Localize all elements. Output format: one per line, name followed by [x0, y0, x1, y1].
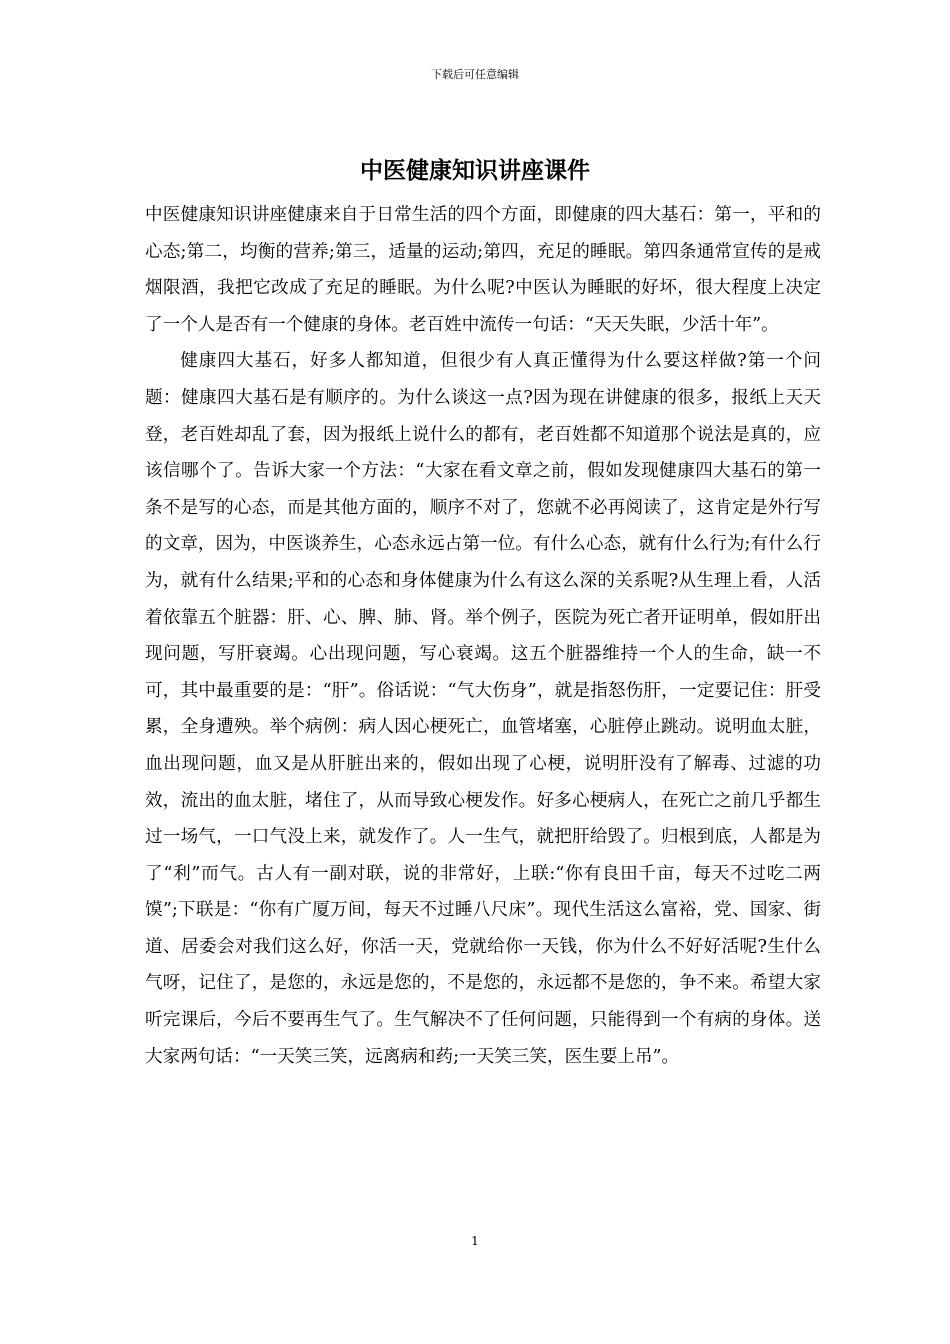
document-body: [145, 197, 821, 1075]
paragraph-1: 中医健康知识讲座健康来自于日常生活的四个方面，即健康的四大基石：第一，平和的心态;第二，均衡的营养;第三，适量的运动;第四，充足的睡眠。第四条通常宣传的是戒烟限酒，我把它改成了充足的睡眠。为什么呢?中医认为睡眠的好坏，很大程度上决定了一个人是否有一个健康的身体。老百姓中流传一句话：“天天失眠，少活十年”。: [145, 205, 821, 335]
paragraph-2: 健康四大基石，好多人都知道，但很少有人真正懂得为什么要这样做?第一个问题：健康四大基石是有顺序的。为什么谈这一点?因为现在讲健康的很多，报纸上天天登，老百姓却乱了套，因为报纸上说什么的都有，老百姓都不知道那个说法是真的，应该信哪个了。告诉大家一个方法：“大家在看文章之前，假如发现健康四大基石的第一条不是写的心态，而是其他方面的，顺序不对了，您就不必再阅读了，这肯定是外行写的文章，因为，中医谈养生，心态永远占第一位。有什么心态，就有什么行为;有什么行为，就有什么结果;平和的心态和身体健康为什么有这么深的关系呢?从生理上看，人活着依靠五个脏器：肝、心、脾、肺、肾。举个例子，医院为死亡者开证明单，假如肝出现问题，写肝衰竭。心出现问题，写心衰竭。这五个脏器维持一个人的生命，缺一不可，其中最重要的是：“肝”。俗话说：“气大伤身”，就是指怒伤肝，一定要记住：肝受累，全身遭殃。举个病例：病人因心梗死亡，血管堵塞，心脏停止跳动。说明血太脏，血出现问题，血又是从肝脏出来的，假如出现了心梗，说明肝没有了解毒、过滤的功效，流出的血太脏，堵住了，从而导致心梗发作。好多心梗病人，在死亡之前几乎都生过一场气，一口气没上来，就发作了。人一生气，就把肝给毁了。归根到底，人都是为了“利”而气。古人有一副对联，说的非常好，上联:“你有良田千亩，每天不过吃二两馍”;下联是：“你有广厦万间，每天不过睡八尺床”。现代生活这么富裕，党、国家、街道、居委会对我们这么好，你活一天，党就给你一天钱，你为什么不好好活呢?生什么气呀，记住了，是您的，永远是您的，不是您的，永远都不是您的，争不来。希望大家听完课后，今后不要再生气了。生气解决不了任何问题，只能得到一个有病的身体。送大家两句话：“一天笑三笑，远离病和药;一天笑三笑，医生要上吊”。: [145, 351, 821, 1067]
header-note: 下载后可任意编辑: [431, 68, 519, 81]
document-title: 中医健康知识讲座课件: [360, 157, 590, 184]
page-number: 1: [471, 1234, 479, 1248]
